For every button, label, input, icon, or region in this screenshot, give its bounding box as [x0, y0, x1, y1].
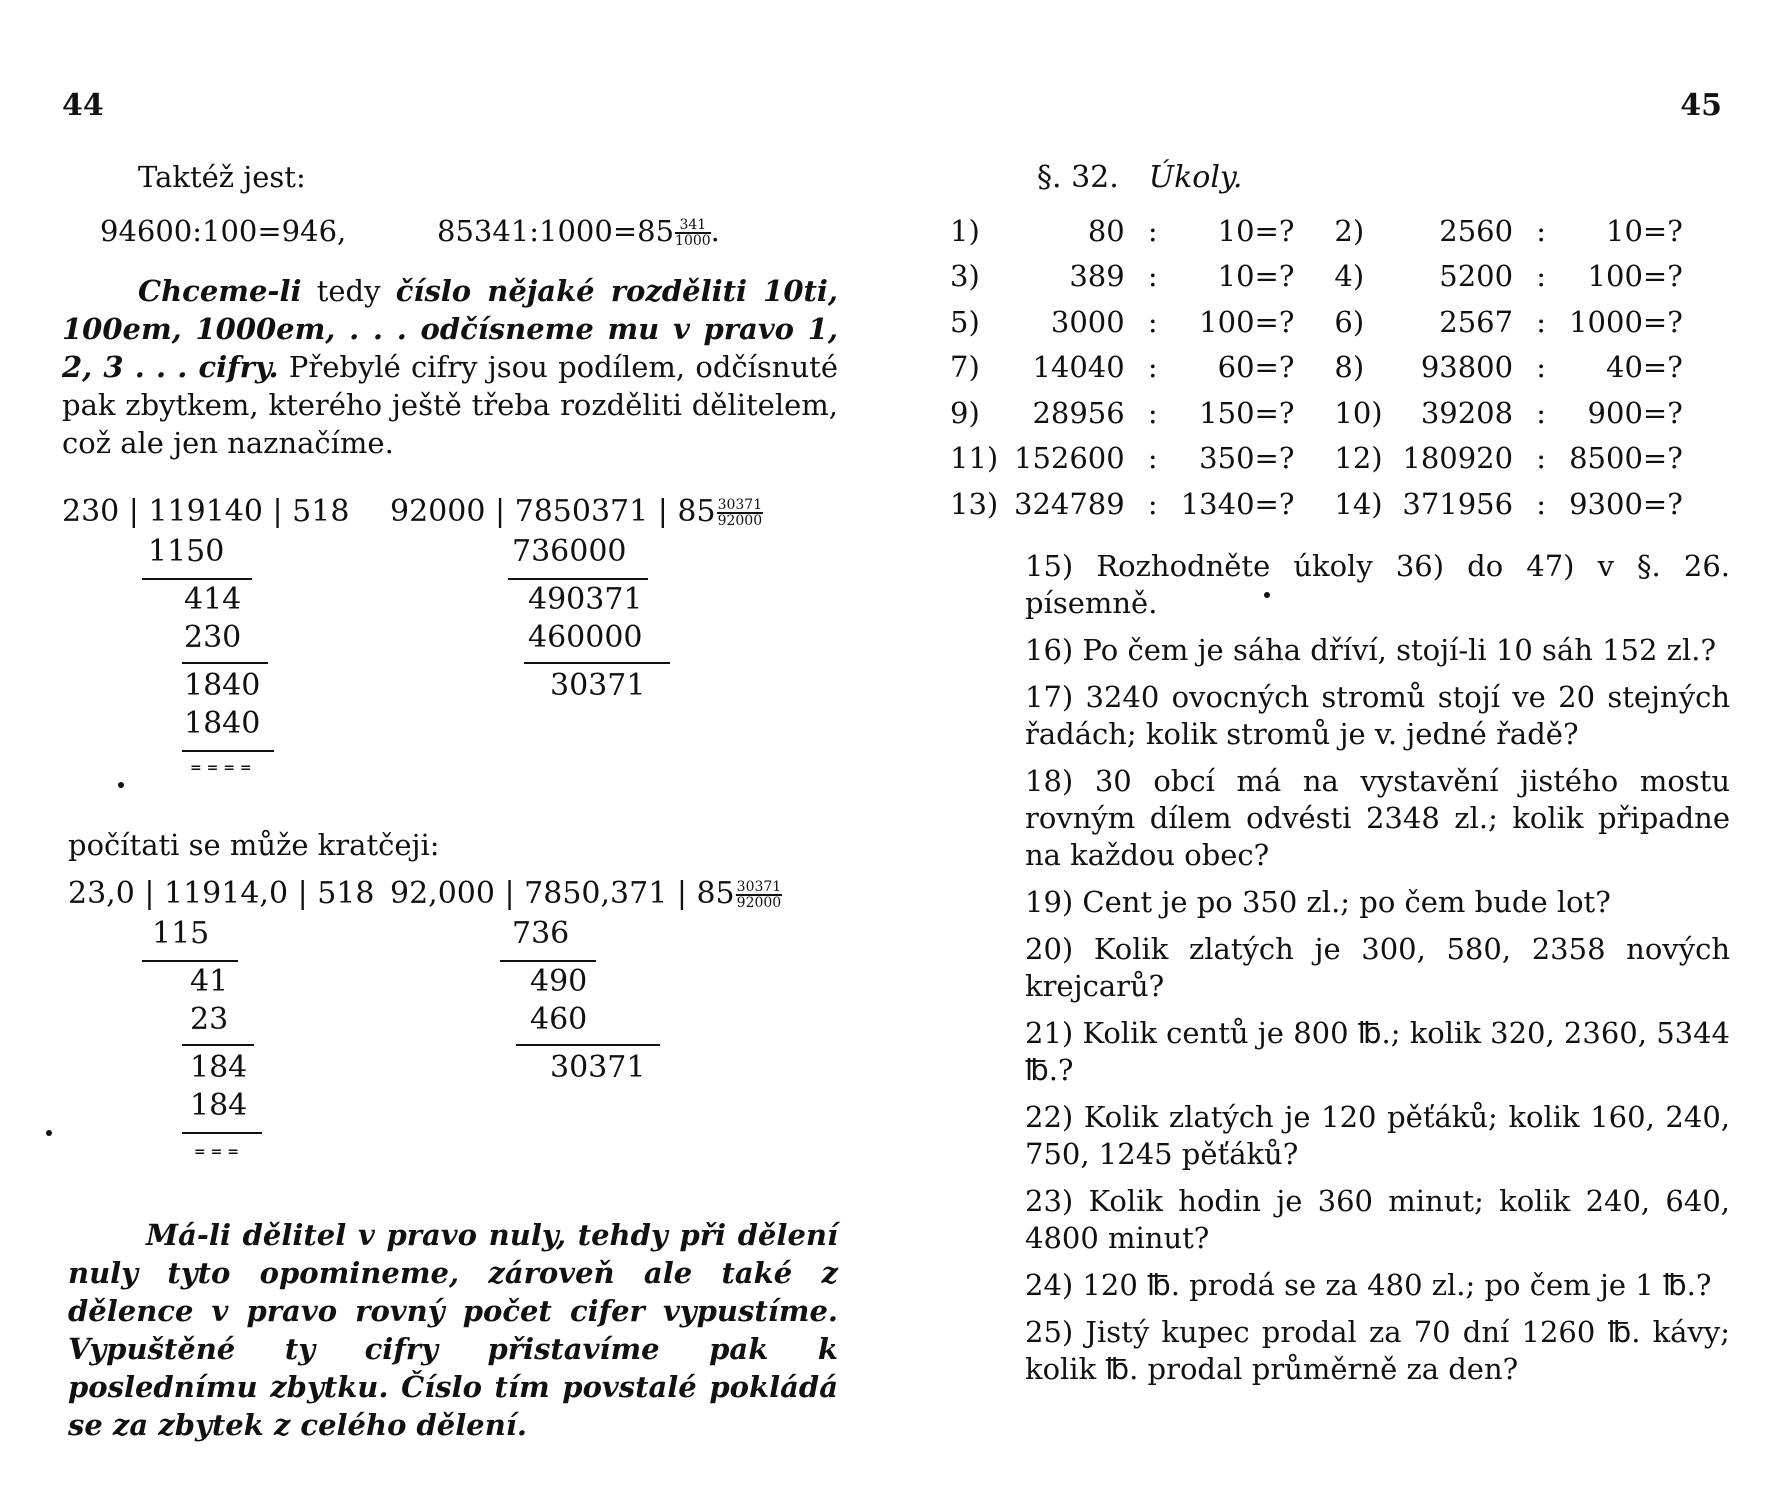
word-problems [950, 548, 1730, 1398]
division-3-line: 115 [152, 916, 210, 951]
task-number: 3) [950, 259, 980, 294]
task-number: 14) [1334, 486, 1383, 521]
task-row [950, 254, 1683, 300]
task-colon: : [1536, 213, 1546, 248]
division-3-end-marks: = = = [194, 1144, 239, 1160]
division-2-line: 490371 [528, 582, 643, 617]
division-3-line: 41 [190, 964, 229, 999]
print-speck [118, 782, 124, 788]
task-colon: : [1536, 395, 1546, 430]
task-dividend: 5200 [1439, 259, 1514, 294]
task-dividend: 28956 [1032, 395, 1125, 430]
task-number: 6) [1334, 304, 1365, 339]
task-divisor: 40=? [1606, 350, 1683, 385]
task-colon: : [1147, 304, 1158, 339]
task-number: 7) [950, 350, 980, 385]
print-speck [1264, 592, 1270, 598]
task-divisor: 10=? [1606, 213, 1683, 248]
intro-text: Taktéž jest: [138, 160, 306, 194]
division-1-line: 1150 [148, 534, 225, 569]
task-row [950, 345, 1683, 391]
word-problem: 16) Po čem je sáha dříví, stojí-li 10 sáh 152 zl.? [1025, 633, 1717, 667]
task-dividend: 389 [1069, 259, 1125, 294]
word-problem: 20) Kolik zlatých je 300, 580, 2358 nových krejcarů? [1025, 932, 1730, 1003]
task-divisor: 1000=? [1569, 304, 1683, 339]
section-heading [1037, 160, 1242, 195]
rule-paragraph: Chceme-li tedy číslo nějaké rozděliti 10ti, 100em, 1000em, . . . odčísneme mu v pravo 1, 2, 3 . . . cifry. Přebylé cifry jsou podílem, odčísnuté pak zbytkem, kterého ještě třeba rozděliti dělitelem, což ale jen naznačíme. [62, 274, 839, 460]
task-row [950, 390, 1683, 436]
task-dividend: 152600 [1014, 441, 1125, 476]
task-number: 1) [950, 213, 980, 248]
fraction: $\frac{30371}{92000}$ [717, 497, 763, 529]
division-rule [508, 578, 648, 580]
word-problem: 23) Kolik hodin je 360 minut; kolik 240, 640, 4800 minut? [1025, 1184, 1730, 1255]
task-row [950, 436, 1683, 482]
task-colon: : [1147, 350, 1158, 385]
division-3-line: 184 [190, 1088, 248, 1123]
task-row [950, 299, 1683, 345]
fraction: $\frac{30371}{92000}$ [736, 879, 782, 911]
division-rule [500, 960, 596, 962]
division-rule [524, 662, 670, 664]
task-number: 12) [1334, 441, 1383, 476]
section-title: Úkoly. [1148, 160, 1243, 195]
page-number-right: 45 [1680, 88, 1722, 123]
task-dividend: 39208 [1420, 395, 1514, 430]
task-divisor: 9300=? [1569, 486, 1683, 521]
division-2-line: 736000 [512, 534, 627, 569]
word-problem: 15) Rozhodněte úkoly 36) do 47) v §. 26. písemně. [1025, 549, 1730, 620]
division-rule [516, 1044, 660, 1046]
division-rule [142, 960, 238, 962]
division-1-header: 230 | 119140 | 518 [62, 494, 350, 529]
shorter-text: počítati se může kratčeji: [68, 828, 440, 862]
division-2-header: 92000 | 7850371 | 85 $\frac{30371}{92000}$ [390, 494, 763, 529]
task-number: 10) [1334, 395, 1383, 430]
division-2-line: 460000 [528, 620, 643, 655]
task-number: 11) [950, 441, 999, 476]
task-colon: : [1536, 486, 1546, 521]
division-3-header: 23,0 | 11914,0 | 518 [68, 876, 375, 911]
word-problem: 22) Kolik zlatých je 120 pěťáků; kolik 160, 240, 750, 1245 pěťáků? [1025, 1100, 1730, 1171]
task-colon: : [1147, 213, 1158, 248]
word-problem: 19) Cent je po 350 zl.; po čem bude lot? [1025, 885, 1611, 919]
task-dividend: 2560 [1439, 213, 1514, 248]
tasks-table [950, 208, 1683, 527]
division-1-end-marks: = = = = [190, 760, 252, 776]
word-problem: 25) Jistý kupec prodal za 70 dní 1260 ℔. kávy; kolik ℔. prodal průměrně za den? [1025, 1315, 1730, 1386]
division-2-line: 30371 [550, 668, 646, 703]
task-row [950, 208, 1683, 254]
division-rule [182, 750, 274, 752]
word-problem: 17) 3240 ovocných stromů stojí ve 20 stejných řadách; kolik stromů je v. jedné řadě? [1025, 680, 1730, 751]
division-rule [142, 578, 252, 580]
fraction: $\frac{341}{1000}$ [675, 217, 711, 249]
division-4-header: 92,000 | 7850,371 | 85 $\frac{30371}{92000}$ [390, 876, 782, 911]
word-problem: 18) 30 obcí má na vystavění jistého mostu rovným dílem odvésti 2348 zl.; kolik připadne na každou obec? [1025, 764, 1730, 872]
page-number-left: 44 [62, 88, 104, 123]
task-number: 5) [950, 304, 980, 339]
division-rule [182, 662, 268, 664]
division-3-line: 184 [190, 1050, 248, 1085]
task-number: 8) [1334, 350, 1365, 385]
division-3-line: 23 [190, 1002, 229, 1037]
task-divisor: 150=? [1199, 395, 1295, 430]
task-dividend: 324789 [1014, 486, 1125, 521]
task-dividend: 371956 [1402, 486, 1514, 521]
example-2: 85341:1000=85 $\frac{341}{1000}$ . [437, 214, 720, 249]
division-rule [182, 1044, 254, 1046]
task-divisor: 1340=? [1180, 486, 1295, 521]
division-4-line: 30371 [550, 1050, 646, 1085]
task-number: 9) [950, 395, 980, 430]
task-dividend: 180920 [1402, 441, 1514, 476]
task-divisor: 60=? [1217, 350, 1295, 385]
task-colon: : [1147, 441, 1158, 476]
print-speck [46, 1130, 52, 1136]
task-divisor: 900=? [1587, 395, 1683, 430]
task-divisor: 100=? [1199, 304, 1295, 339]
task-number: 2) [1334, 213, 1365, 248]
task-number: 4) [1334, 259, 1365, 294]
section-number: §. 32. [1037, 160, 1119, 195]
word-problem: 21) Kolik centů je 800 ℔.; kolik 320, 2360, 5344 ℔.? [1025, 1016, 1730, 1087]
final-rule-paragraph: Má-li dělitel v pravo nuly, tehdy při dělení nuly tyto opomineme, zároveň ale také z dělence v pravo rovný počet cifer vypustíme. Vypuštěné ty cifry přistavíme pak k poslednímu zbytku. Číslo tím povstalé pokládá se za zbytek z celého dělení. [68, 1218, 838, 1442]
task-divisor: 100=? [1587, 259, 1683, 294]
task-row [950, 481, 1683, 527]
division-1-line: 414 [184, 582, 242, 617]
division-rule [182, 1132, 262, 1134]
task-colon: : [1536, 259, 1546, 294]
division-1-line: 1840 [184, 668, 261, 703]
task-colon: : [1147, 259, 1158, 294]
task-dividend: 93800 [1420, 350, 1514, 385]
task-dividend: 2567 [1439, 304, 1514, 339]
task-dividend: 3000 [1050, 304, 1125, 339]
division-4-line: 490 [530, 964, 588, 999]
division-4-line: 460 [530, 1002, 588, 1037]
task-divisor: 350=? [1199, 441, 1295, 476]
division-1-line: 230 [184, 620, 242, 655]
task-colon: : [1147, 395, 1158, 430]
task-divisor: 10=? [1217, 259, 1295, 294]
task-colon: : [1536, 304, 1546, 339]
division-4-line: 736 [512, 916, 570, 951]
task-divisor: 10=? [1217, 213, 1295, 248]
task-colon: : [1536, 441, 1546, 476]
task-divisor: 8500=? [1569, 441, 1683, 476]
division-1-line: 1840 [184, 706, 261, 741]
task-dividend: 80 [1087, 213, 1125, 248]
task-colon: : [1536, 350, 1546, 385]
task-number: 13) [950, 486, 999, 521]
word-problem: 24) 120 ℔. prodá se za 480 zl.; po čem je 1 ℔.? [1025, 1268, 1712, 1302]
task-colon: : [1147, 486, 1158, 521]
example-1: 94600:100=946, [100, 214, 347, 248]
task-dividend: 14040 [1032, 350, 1125, 385]
